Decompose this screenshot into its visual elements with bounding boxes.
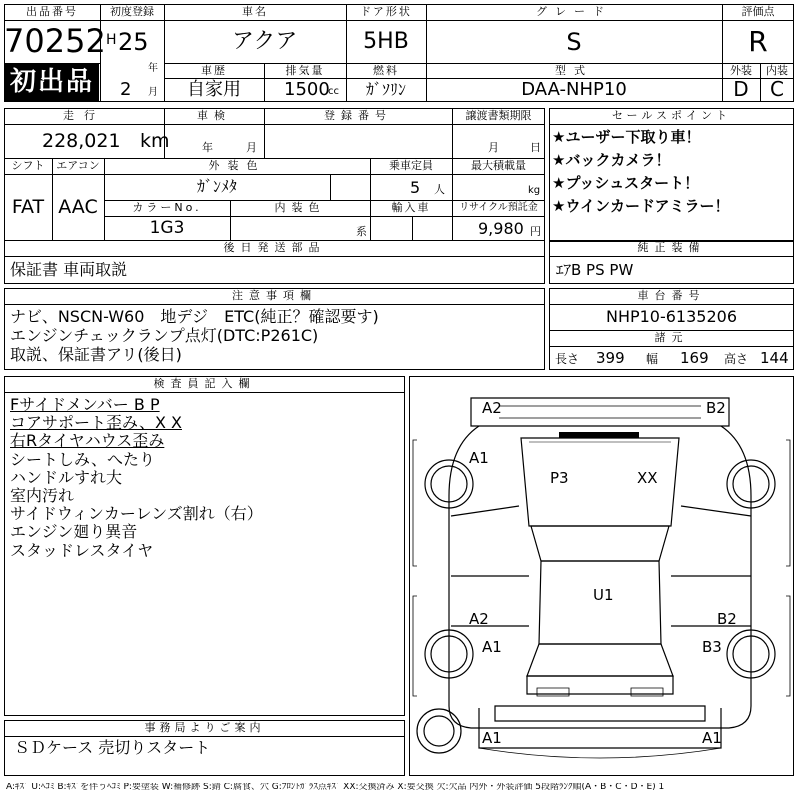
width: 169 <box>680 349 709 367</box>
mark-hood-right: XX <box>637 469 658 487</box>
score: R <box>748 25 768 58</box>
first-reg-label: 初度登録 <box>110 5 154 18</box>
lot-number: 70252 <box>4 22 106 60</box>
mileage-unit: km <box>140 130 170 152</box>
year: 25 <box>118 28 149 56</box>
sales-points-label: セールスポイント <box>611 109 731 122</box>
month-unit: 月 <box>148 87 158 98</box>
inspection-month-unit: 月 <box>246 141 257 154</box>
inspector-line: Fサイドメンバー B P <box>10 395 160 414</box>
interior-grade: C <box>770 77 784 101</box>
note-line: エンジンチェックランプ点灯(DTC:P261C) <box>10 326 319 345</box>
width-label: 幅 <box>646 352 659 366</box>
mark-door-right: B2 <box>717 610 737 628</box>
displacement-label: 排気量 <box>285 64 325 77</box>
mark-hood-left: P3 <box>550 469 569 487</box>
recycle-label: リサイクル預託金 <box>459 202 538 213</box>
month: 2 <box>120 79 132 100</box>
sales-point-item: ★ユーザー下取り車！ <box>552 128 701 146</box>
shift: FAT <box>11 196 45 218</box>
max-load-label: 最大積載量 <box>471 159 526 172</box>
office-label: 事務局よりご案内 <box>144 721 265 734</box>
height: 144 <box>760 349 789 367</box>
transfer-day-unit: 日 <box>530 141 541 154</box>
mileage: 228,021 <box>42 130 121 152</box>
model-code-label: 型式 <box>555 64 593 77</box>
legend: A:ｷｽﾞ U:ﾍｺﾐ B:ｷｽﾞを伴うﾍｺﾐ P:要塗装 W:補修跡 S:錆 C:腐食、穴 G:ﾌﾛﾝﾄｶﾞﾗｽ点ｷｽﾞ XX:交換済み X:要交換 欠:欠品 内外・外装評価 5段階ﾗﾝｸ順(A・B・C・D・E) 1 <box>6 783 665 792</box>
notes-label: 注意事項欄 <box>232 289 317 302</box>
equipment-label: 純正装備 <box>637 241 706 254</box>
door-label: ドア形状 <box>360 5 412 18</box>
height-label: 高さ <box>724 352 749 366</box>
import-label: 輸入車 <box>391 201 431 214</box>
inspector-line: ハンドルすれ大 <box>10 467 123 487</box>
dims-label: 諸元 <box>654 331 689 344</box>
inspector-line: コアサポート歪み、X X <box>10 413 182 433</box>
ext-color: ｶﾞﾝﾒﾀ <box>196 177 237 196</box>
capacity-label: 乗車定員 <box>389 159 433 172</box>
int-color-unit: 系 <box>356 225 367 238</box>
grade: S <box>566 28 582 56</box>
office-text: ＳＤケース 売切りスタート <box>14 738 211 757</box>
sales-point-item: ★バックカメラ！ <box>552 151 671 169</box>
color-no-label: カラーNo. <box>132 201 202 214</box>
reg-no-label: 登録番号 <box>324 109 392 122</box>
car-name: アクア <box>232 29 298 54</box>
note-line: ナビ、NSCN-W60 地デジ ETC(純正？確認要す) <box>10 307 379 326</box>
car-name-label: 車名 <box>242 5 268 18</box>
mark-bumper-right: A1 <box>702 729 722 747</box>
mark-door-left: A2 <box>469 610 489 628</box>
docs-label: 後日発送部品 <box>223 241 326 254</box>
length-label: 長さ <box>555 352 580 366</box>
inspector-line: 右Rタイヤハウス歪み <box>10 431 165 451</box>
recycle-unit: 円 <box>530 225 541 238</box>
shift-label: シフト <box>11 159 45 172</box>
lot-number-label: 出品番号 <box>26 5 78 18</box>
fuel-label: 燃料 <box>373 64 399 77</box>
model-code: DAA-NHP10 <box>521 79 627 100</box>
note-line: 取説、保証書アリ(後日) <box>10 345 182 364</box>
mark-rear-right: B3 <box>702 638 722 656</box>
max-load-unit: kg <box>528 185 541 196</box>
displacement: 1500 <box>284 79 330 100</box>
sales-point-item: ★ウインカードアミラー！ <box>552 197 730 215</box>
sales-point-item: ★プッシュスタート！ <box>552 174 700 192</box>
exterior-grade: D <box>733 77 749 101</box>
mark-roof: U1 <box>593 586 614 604</box>
docs: 保証書 車両取説 <box>10 260 128 279</box>
inspector-line: サイドウィンカーレンズ割れ（右） <box>10 504 263 524</box>
mark-rear-left: A1 <box>482 638 502 656</box>
displacement-unit: cc <box>328 86 339 97</box>
length: 399 <box>596 349 625 367</box>
inspector-line: エンジン廻り異音 <box>10 522 138 542</box>
ac-label: エアコン <box>56 159 100 172</box>
color-no: 1G3 <box>149 218 185 238</box>
inspector-lines <box>10 396 263 560</box>
mark-front-right: B2 <box>706 399 726 417</box>
grade-label: グレード <box>536 5 612 18</box>
fuel: ｶﾞｿﾘﾝ <box>365 80 406 99</box>
capacity: 5 <box>410 178 421 197</box>
inspection-year-unit: 年 <box>202 141 213 154</box>
era: H <box>106 32 117 48</box>
capacity-unit: 人 <box>434 183 445 196</box>
ac: AAC <box>58 196 98 218</box>
transfer-label: 譲渡書類期限 <box>465 109 532 122</box>
inspector-line: スタッドレスタイヤ <box>10 540 154 560</box>
inspector-line: シートしみ、へたり <box>10 449 155 469</box>
mark-fender-left: A1 <box>469 449 489 467</box>
chassis-label: 車台番号 <box>637 289 706 302</box>
score-label: 評価点 <box>741 5 775 18</box>
interior-label: 内装 <box>766 64 788 77</box>
mileage-label: 走行 <box>63 109 105 122</box>
history-label: 車歴 <box>201 64 227 77</box>
mark-front-left: A2 <box>482 399 502 417</box>
equipment-value: ｴｱB PS PW <box>556 261 634 279</box>
recycle-fee: 9,980 <box>478 219 524 238</box>
exterior-label: 外装 <box>730 64 752 77</box>
door-type: 5HB <box>363 29 409 54</box>
mark-bumper-left: A1 <box>482 729 502 747</box>
notes-lines <box>10 309 379 366</box>
year-unit: 年 <box>148 63 158 74</box>
transfer-month-unit: 月 <box>488 141 499 154</box>
chassis-number: NHP10-6135206 <box>605 307 738 326</box>
car-diagram <box>409 376 794 776</box>
first-listing-text: 初出品 <box>9 67 94 97</box>
sales-points-list <box>552 130 792 222</box>
inspector-label: 検査員記入欄 <box>153 377 256 390</box>
inspection-label: 車検 <box>197 109 231 122</box>
history: 自家用 <box>187 79 241 100</box>
int-color-label: 内装色 <box>274 201 326 214</box>
inspector-line: 室内汚れ <box>10 486 75 506</box>
ext-color-label: 外装色 <box>208 159 266 172</box>
